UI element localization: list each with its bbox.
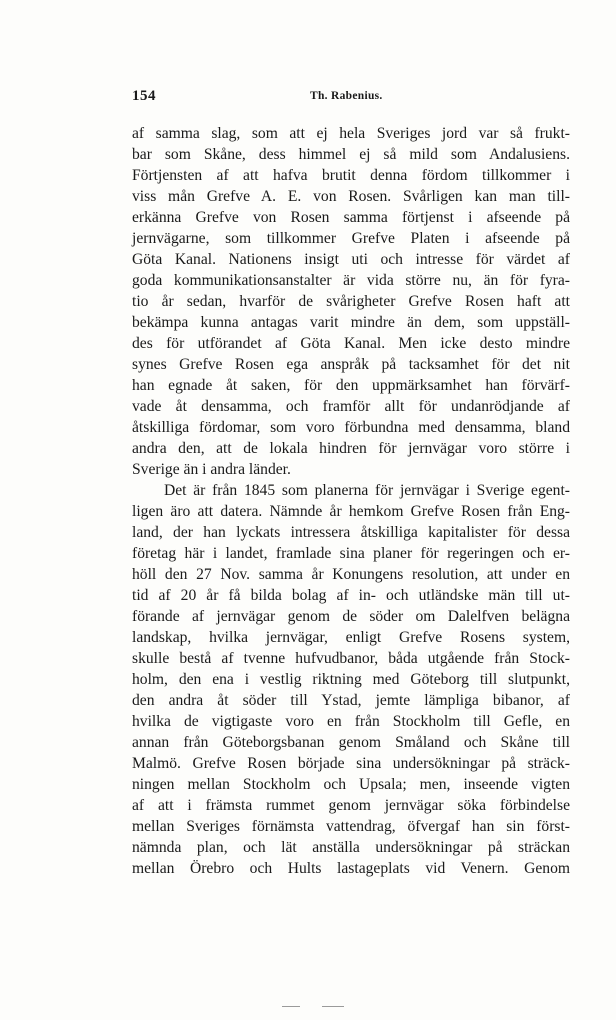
text-line: erkänna Grefve von Rosen samma förtjenst i afseende på: [132, 209, 570, 226]
text-line: nämnda plan, och lät anställa undersökningar på sträckan: [132, 839, 570, 856]
text-line: landskap, hvilka jernvägar, enligt Grefve Rosens system,: [132, 629, 570, 646]
text-line: des för utförandet af Göta Kanal. Men icke desto mindre: [132, 335, 570, 352]
scan-artifact-marks: [282, 1006, 362, 1010]
page-header: [132, 88, 572, 110]
text-line: tio år sedan, hvarför de svårigheter Grefve Rosen haft att: [132, 293, 570, 310]
text-line: holm, den ena i vestlig riktning med Göteborg till slutpunkt,: [132, 671, 570, 688]
text-line: viss mån Grefve A. E. von Rosen. Svårligen kan man till-: [132, 188, 570, 205]
text-line: höll den 27 Nov. samma år Konungens resolution, att under en: [132, 566, 570, 583]
text-line: förande af jernvägar genom de söder om Dalelfven belägna: [132, 608, 570, 625]
body-text: [132, 123, 570, 879]
text-line: hvilka de vigtigaste voro en från Stockholm till Gefle, en: [132, 713, 570, 730]
text-line: andra den, att de lokala hindren för jernvägar voro större i: [132, 440, 570, 457]
text-line: ligen äro att datera. Nämnde år hemkom Grefve Rosen från Eng-: [132, 503, 570, 520]
text-line: af att i främsta rummet genom jernvägar söka förbindelse: [132, 797, 570, 814]
text-line: företag här i landet, framlade sina planer för regeringen och er-: [132, 545, 570, 562]
running-head: Th. Rabenius.: [310, 90, 383, 102]
text-line: bar som Skåne, dess himmel ej så mild som Andalusiens.: [132, 146, 570, 163]
text-line: ningen mellan Stockholm och Upsala; men, inseende vigten: [132, 776, 570, 793]
text-line: annan från Göteborgsbanan genom Småland och Skåne till: [132, 734, 570, 751]
page-number: 154: [132, 88, 156, 104]
text-line: vade åt densamma, och framför allt för undanrödjande af: [132, 398, 570, 415]
text-line: mellan Sveriges förnämsta vattendrag, öfvergaf han sin först-: [132, 818, 570, 835]
text-line: den andra åt söder till Ystad, jemte lämpliga bibanor, af: [132, 692, 570, 709]
text-line: land, der han lyckats intressera åtskilliga kapitalister för dessa: [132, 524, 570, 541]
paragraph-start-line: Det är från 1845 som planerna för jernvägar i Sverige egent-: [164, 482, 570, 499]
paragraph-end-line: Sverige än i andra länder.: [132, 461, 291, 478]
text-line: bekämpa kunna antagas varit mindre än dem, som uppställ-: [132, 314, 570, 331]
text-line: åtskilliga fördomar, som voro förbundna med densamma, bland: [132, 419, 570, 436]
text-line: skulle bestå af tvenne hufvudbanor, båda utgående från Stock-: [132, 650, 570, 667]
text-line: synes Grefve Rosen ega anspråk på tacksamhet för det nit: [132, 356, 570, 373]
scan-mark: [322, 1006, 344, 1007]
scan-mark: [282, 1006, 300, 1007]
text-line: Malmö. Grefve Rosen började sina undersökningar på sträck-: [132, 755, 570, 772]
text-line: han egnade åt saken, för den uppmärksamhet han förvärf-: [132, 377, 570, 394]
text-line: Förtjensten af att hafva brutit denna fördom tillkommer i: [132, 167, 570, 184]
text-line: Göta Kanal. Nationens insigt uti och intresse för värdet af: [132, 251, 570, 268]
text-line: goda kommunikationsanstalter är vida större nu, än för fyra-: [132, 272, 570, 289]
text-line: af samma slag, som att ej hela Sveriges jord var så frukt-: [132, 125, 570, 142]
text-line: mellan Örebro och Hults lastageplats vid Venern. Genom: [132, 860, 570, 877]
text-line: tid af 20 år få bilda bolag af in- och utländske män till ut-: [132, 587, 570, 604]
text-line: jernvägarne, som tillkommer Grefve Platen i afseende på: [132, 230, 570, 247]
